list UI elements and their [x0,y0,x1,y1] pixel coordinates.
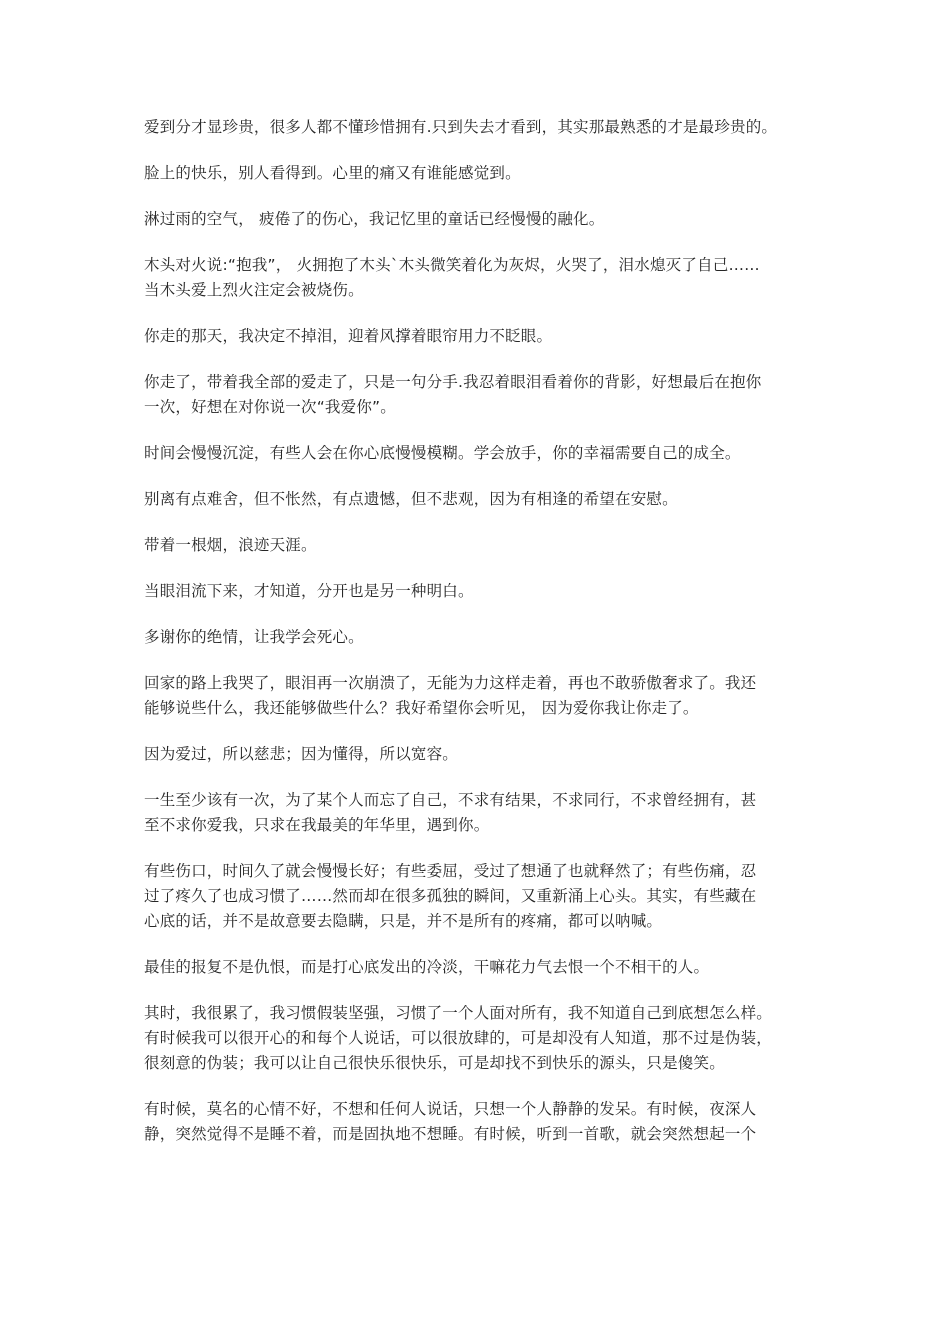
paragraph-line: 回家的路上我哭了，眼泪再一次崩溃了，无能为力这样走着，再也不敢骄傲奢求了。我还 [144,674,757,692]
paragraph-line: 至不求你爱我，只求在我最美的年华里，遇到你。 [144,816,490,834]
paragraph-line: 木头对火说:“抱我”， 火拥抱了木头`木头微笑着化为灰烬，火哭了，泪水熄灭了自己…… [144,256,760,274]
paragraph-line: 能够说些什么，我还能够做些什么？我好希望你会听见， 因为爱你我让你走了。 [144,699,699,717]
paragraph-line: 有时候，莫名的心情不好，不想和任何人说话，只想一个人静静的发呆。有时候，夜深人 [144,1100,757,1118]
paragraph-line: 多谢你的绝情，让我学会死心。 [144,628,364,646]
paragraph-line: 其时，我很累了，我习惯假装坚强，习惯了一个人面对所有，我不知道自己到底想怎么样。 [144,1004,773,1022]
paragraph-5 [144,324,812,349]
paragraph-14 [144,788,812,838]
paragraph-line: 爱到分才显珍贵，很多人都不懂珍惜拥有.只到失去才看到，其实那最熟悉的才是最珍贵的。 [144,118,778,136]
paragraph-line: 心底的话，并不是故意要去隐瞒，只是，并不是所有的疼痛，都可以呐喊。 [144,912,663,930]
paragraph-line: 一生至少该有一次，为了某个人而忘了自己，不求有结果，不求同行，不求曾经拥有，甚 [144,791,757,809]
paragraph-line: 当眼泪流下来，才知道，分开也是另一种明白。 [144,582,474,600]
paragraph-11 [144,625,812,650]
paragraph-line: 最佳的报复不是仇恨，而是打心底发出的冷淡，干嘛花力气去恨一个不相干的人。 [144,958,710,976]
paragraph-12 [144,671,812,721]
paragraph-18 [144,1097,812,1147]
paragraph-line: 很刻意的伪装；我可以让自己很快乐很快乐，可是却找不到快乐的源头，只是傻笑。 [144,1054,725,1072]
paragraph-7 [144,441,812,466]
paragraph-15 [144,859,812,934]
paragraph-line: 静，突然觉得不是睡不着，而是固执地不想睡。有时候，听到一首歌，就会突然想起一个 [144,1125,757,1143]
paragraph-1 [144,115,812,140]
paragraph-line: 一次，好想在对你说一次“我爱你”。 [144,398,396,416]
paragraph-6 [144,370,812,420]
paragraph-line: 过了疼久了也成习惯了……然而却在很多孤独的瞬间，又重新涌上心头。其实，有些藏在 [144,887,757,905]
paragraph-16 [144,955,812,980]
paragraph-4 [144,253,812,303]
paragraph-line: 淋过雨的空气， 疲倦了的伤心，我记忆里的童话已经慢慢的融化。 [144,210,605,228]
paragraph-3 [144,207,812,232]
paragraph-line: 因为爱过，所以慈悲；因为懂得，所以宽容。 [144,745,459,763]
paragraph-13 [144,742,812,767]
paragraph-line: 当木头爱上烈火注定会被烧伤。 [144,281,364,299]
paragraph-line: 脸上的快乐，别人看得到。心里的痛又有谁能感觉到。 [144,164,521,182]
paragraph-2 [144,161,812,186]
paragraph-line: 你走的那天，我决定不掉泪，迎着风撑着眼帘用力不眨眼。 [144,327,553,345]
paragraph-line: 别离有点难舍，但不怅然，有点遗憾，但不悲观，因为有相逢的希望在安慰。 [144,490,678,508]
paragraph-line: 有时候我可以很开心的和每个人说话，可以很放肆的，可是却没有人知道，那不过是伪装， [144,1029,773,1047]
paragraph-10 [144,579,812,604]
paragraph-line: 时间会慢慢沉淀，有些人会在你心底慢慢模糊。学会放手，你的幸福需要自己的成全。 [144,444,741,462]
document-page [144,115,812,1168]
paragraph-line: 有些伤口，时间久了就会慢慢长好；有些委屈，受过了想通了也就释然了；有些伤痛，忍 [144,862,757,880]
paragraph-line: 带着一根烟，浪迹天涯。 [144,536,317,554]
paragraph-line: 你走了，带着我全部的爱走了，只是一句分手.我忍着眼泪看着你的背影，好想最后在抱你 [144,373,762,391]
paragraph-17 [144,1001,812,1076]
paragraph-8 [144,487,812,512]
paragraph-9 [144,533,812,558]
